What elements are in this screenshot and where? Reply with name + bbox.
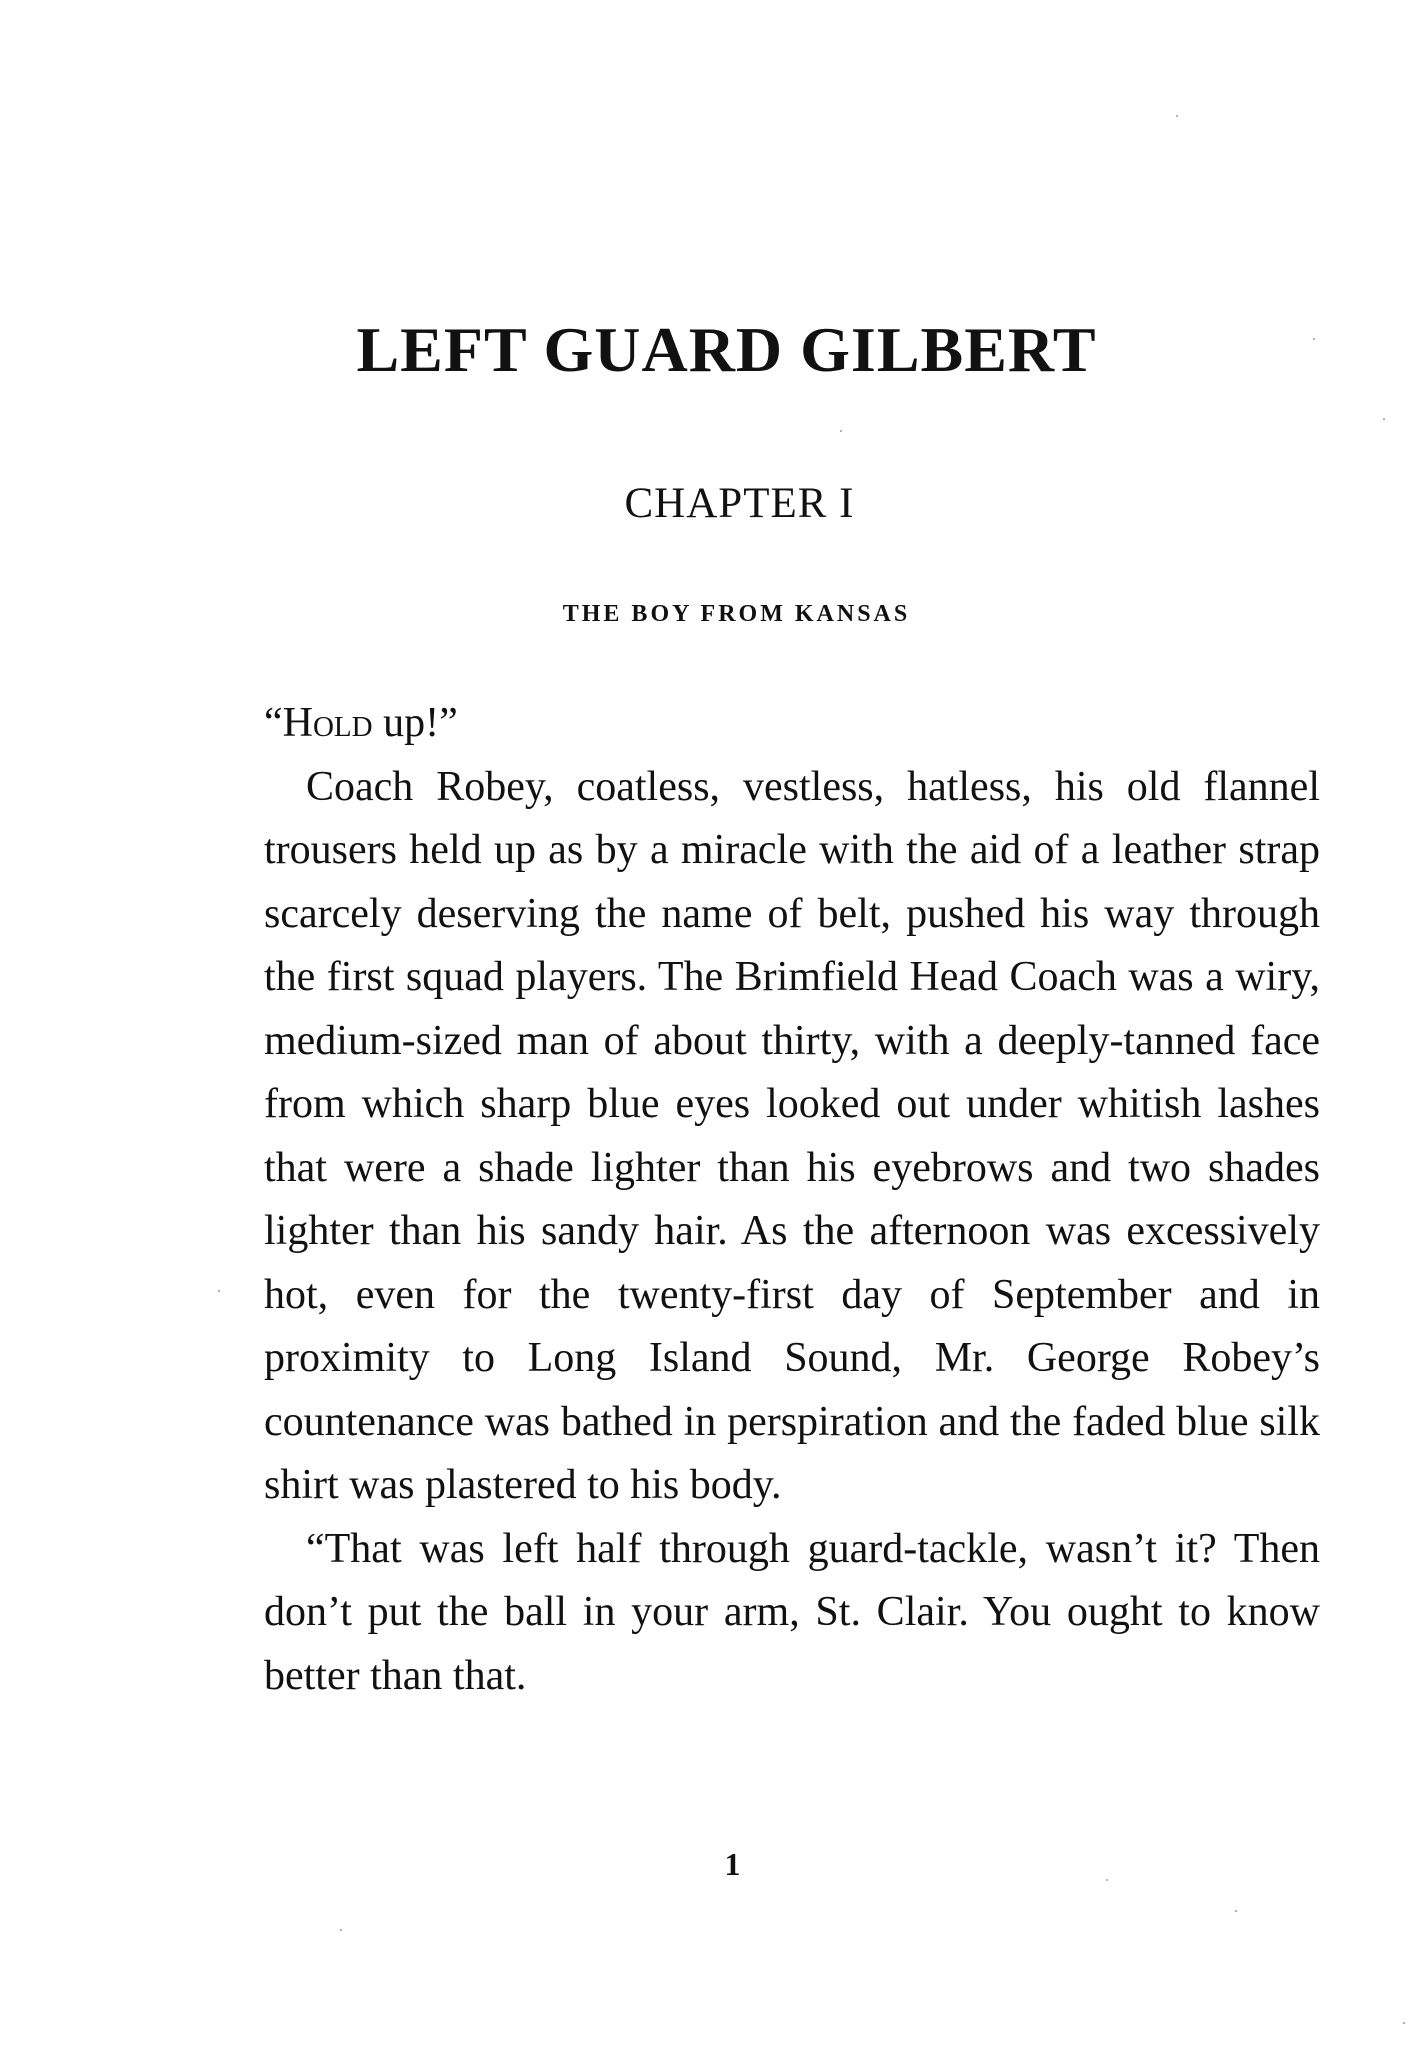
chapter-heading: CHAPTER I bbox=[624, 480, 855, 527]
book-title: LEFT GUARD GILBERT bbox=[356, 314, 1097, 385]
opening-quote-rest: up!” bbox=[372, 700, 458, 746]
chapter-body bbox=[264, 692, 1320, 1708]
chapter-subtitle: THE BOY FROM KANSAS bbox=[562, 601, 911, 627]
scan-speck bbox=[1106, 1879, 1108, 1881]
scan-speck bbox=[340, 1929, 342, 1931]
scan-speck bbox=[1235, 1910, 1237, 1912]
scan-speck bbox=[1403, 2022, 1405, 2024]
scan-speck bbox=[218, 1290, 220, 1292]
opening-quote-word: Hold bbox=[282, 700, 373, 746]
scan-speck bbox=[1176, 115, 1178, 117]
scan-speck bbox=[1313, 338, 1315, 340]
scan-speck bbox=[840, 430, 842, 432]
scan-speck bbox=[1383, 418, 1385, 420]
opening-quote-mark: “ bbox=[264, 700, 283, 746]
paragraph-left-half: “That was left half through guard-tackle, wasn’t it? Then don’t put the ball in your arm, St. Clair. You ought to know better than that. bbox=[264, 1525, 1320, 1699]
opening-quote bbox=[264, 692, 1320, 756]
paragraph-coach-robey: Coach Robey, coatless, vestless, hatless, his old flannel trousers held up as by a miracle with the aid of a leather strap scarcely deserving the name of belt, pushed his way through the first squad players. The Brimfield Head Coach was a wiry, medium-sized man of about thirty, with a deeply-tanned face from which sharp blue eyes looked out under whitish lashes that were a shade lighter than his eyebrows and two shades lighter than his sandy hair. As the afternoon was excessively hot, even for the twenty-first day of September and in proximity to Long Island Sound, Mr. George Robey’s countenance was bathed in perspiration and the faded blue silk shirt was plastered to his body. bbox=[264, 763, 1320, 1508]
page-number: 1 bbox=[724, 1846, 741, 1882]
